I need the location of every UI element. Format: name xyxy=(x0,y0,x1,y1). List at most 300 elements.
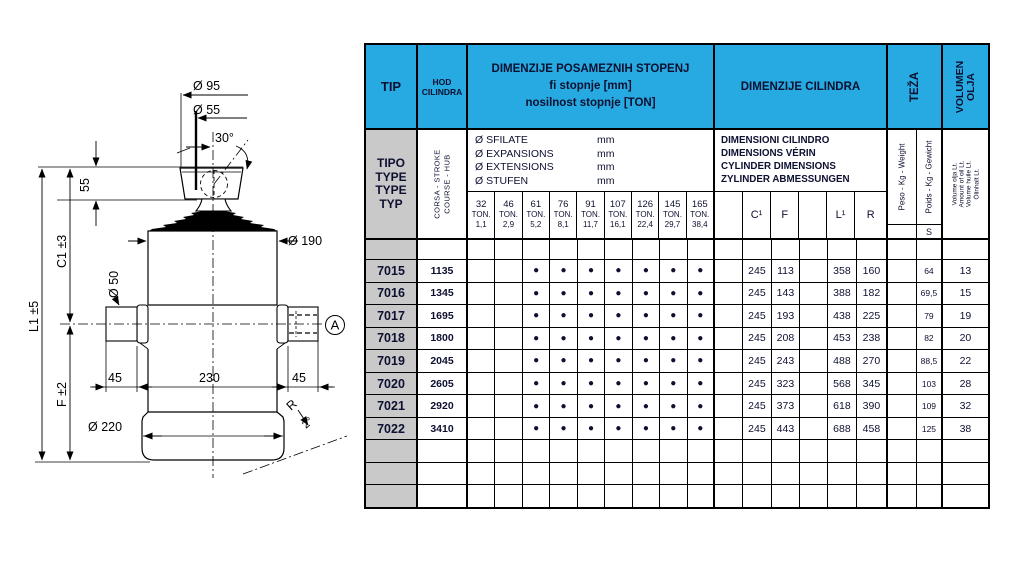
stage-diameter: 91 xyxy=(585,199,596,210)
stage-capacity: 22,4 xyxy=(637,220,653,229)
stage-ton-label: TON. xyxy=(580,210,600,219)
cell-stroke: 1695 xyxy=(418,305,468,327)
weight-col-2 xyxy=(917,130,943,238)
cell-cylinder-dim xyxy=(800,395,828,417)
cell-stage-dot xyxy=(578,463,605,485)
cell-stage-dot xyxy=(633,440,660,462)
peso-label: Peso - Kg - Weight xyxy=(897,143,907,211)
cell-stroke xyxy=(418,440,468,462)
cell-cylinder-dim xyxy=(800,283,828,305)
cell-weight xyxy=(888,418,917,440)
cell-cylinder-dim xyxy=(828,463,857,485)
cell-volume: 20 xyxy=(959,332,972,345)
cell-stage-dot xyxy=(660,440,687,462)
cell-cylinder-dim xyxy=(800,240,828,259)
spec-table xyxy=(364,43,990,509)
volume-title-line2: OLJA xyxy=(964,72,977,101)
cell-stage-dot xyxy=(468,418,495,440)
cell-stage-dot xyxy=(523,485,550,507)
cylinder-legend-line: DIMENSIONS VÉRIN xyxy=(721,148,816,159)
type-label-line: TYPE xyxy=(375,169,407,184)
volume-legend xyxy=(943,130,988,238)
cell-cylinder-dim: 568 xyxy=(828,373,857,395)
stage-legend-line xyxy=(475,148,713,162)
cell-stage-dot: ● xyxy=(523,260,550,282)
table-row xyxy=(366,260,988,283)
cell-stage-dot: ● xyxy=(633,260,660,282)
cell-stage-dot xyxy=(468,350,495,372)
stage-legend-unit: mm xyxy=(597,147,615,160)
stage-col-header xyxy=(687,192,713,238)
cell-weight-s: 79 xyxy=(917,305,943,327)
cell-cylinder-dim xyxy=(828,440,857,462)
stage-col-header xyxy=(577,192,604,238)
cell-weight xyxy=(888,395,917,417)
cell-stage-dot: ● xyxy=(605,305,632,327)
stage-subheader xyxy=(468,130,715,238)
cell-stroke xyxy=(418,485,468,507)
table-row xyxy=(366,350,988,373)
cell-stage-dot xyxy=(468,283,495,305)
cell-cylinder-dim xyxy=(715,283,743,305)
cell-stroke: 2045 xyxy=(418,350,468,372)
cell-cylinder-dim: 225 xyxy=(857,305,888,327)
cell-weight-s xyxy=(917,485,943,507)
cell-cylinder-dim xyxy=(800,463,828,485)
cell-stage-dot: ● xyxy=(605,395,632,417)
dim-dia95: Ø 95 xyxy=(193,79,221,93)
cell-stage-dot: ● xyxy=(605,328,632,350)
cell-stage-dot: ● xyxy=(605,418,632,440)
cell-cylinder-dim: 358 xyxy=(828,260,857,282)
stage-legend-unit: mm xyxy=(597,134,615,146)
table-row xyxy=(366,240,988,260)
cell-stage-dot xyxy=(688,440,715,462)
cell-cylinder-dim xyxy=(743,240,772,259)
col-header-hod xyxy=(418,45,468,128)
cell-volume xyxy=(943,463,988,485)
cell-cylinder-dim: 243 xyxy=(772,350,800,372)
cell-stage-dot xyxy=(468,240,495,259)
col-header-volume xyxy=(943,45,988,128)
cell-stage-dot xyxy=(495,463,522,485)
table-body xyxy=(366,240,988,507)
cell-stage-dot: ● xyxy=(605,260,632,282)
stages-title-line1: DIMENZIJE POSAMEZNIH STOPENJ xyxy=(491,63,690,75)
cell-cylinder-dim: 113 xyxy=(772,260,800,282)
cell-stage-dot: ● xyxy=(660,350,687,372)
cell-cylinder-dim xyxy=(715,328,743,350)
cell-weight xyxy=(888,350,917,372)
cell-cylinder-dim xyxy=(743,463,772,485)
stage-legend-label: Ø STUFEN xyxy=(475,174,529,187)
volume-legend-line: Volume olja Lt. xyxy=(951,162,959,206)
cell-stage-dot xyxy=(688,240,715,259)
cell-weight-s xyxy=(917,240,943,259)
cell-stage-dot xyxy=(495,240,522,259)
cell-weight xyxy=(888,373,917,395)
cell-stage-dot: ● xyxy=(660,395,687,417)
stage-col-header xyxy=(468,192,495,238)
stage-legend xyxy=(468,130,713,192)
poids-label: Poids - Kg - Gewicht xyxy=(924,140,934,214)
cell-stage-dot xyxy=(688,463,715,485)
cell-stage-dot xyxy=(550,240,577,259)
cell-stage-dot xyxy=(495,440,522,462)
cell-weight xyxy=(888,440,917,462)
cylinder-col-header xyxy=(799,192,827,238)
stage-ton-label: TON. xyxy=(690,210,710,219)
stage-ton-label: TON. xyxy=(608,210,628,219)
cell-weight-s: 82 xyxy=(917,328,943,350)
cell-cylinder-dim xyxy=(715,440,743,462)
cylinder-subheader xyxy=(715,130,888,238)
cylinder-col-header xyxy=(715,192,743,238)
cell-stage-dot xyxy=(468,260,495,282)
cell-cylinder-dim: 443 xyxy=(772,418,800,440)
stroke-line2: COURSE - HUB xyxy=(442,154,451,214)
cell-stage-dot: ● xyxy=(688,260,715,282)
cell-tip xyxy=(366,240,418,259)
cell-cylinder-dim xyxy=(857,240,888,259)
cell-cylinder-dim xyxy=(800,373,828,395)
dim-45-right: 45 xyxy=(292,371,306,385)
cell-volume: 38 xyxy=(959,422,972,435)
table-row xyxy=(366,418,988,441)
cell-cylinder-dim xyxy=(828,485,857,507)
cell-stage-dot xyxy=(468,463,495,485)
cell-stage-dot: ● xyxy=(523,283,550,305)
cell-cylinder-dim: 182 xyxy=(857,283,888,305)
type-legend xyxy=(366,130,418,238)
cell-stage-dot xyxy=(468,485,495,507)
cell-cylinder-dim: 270 xyxy=(857,350,888,372)
cell-stage-dot: ● xyxy=(578,395,605,417)
cylinder-body-outline xyxy=(106,168,318,460)
cell-stage-dot: ● xyxy=(550,418,577,440)
stage-diameter: 145 xyxy=(664,199,681,210)
cell-stage-dot: ● xyxy=(660,283,687,305)
cell-weight-s xyxy=(917,440,943,462)
stage-ton-label: TON. xyxy=(499,210,518,219)
cell-cylinder-dim xyxy=(772,463,800,485)
cell-cylinder-dim: 245 xyxy=(743,418,772,440)
volume-legend-text xyxy=(951,161,980,208)
weight-s-label: S xyxy=(925,226,932,237)
cell-stage-dot: ● xyxy=(688,328,715,350)
stage-legend-label: Ø EXPANSIONS xyxy=(475,147,554,160)
cell-stage-dot xyxy=(495,350,522,372)
cell-weight xyxy=(888,240,917,259)
cell-stage-dot: ● xyxy=(688,373,715,395)
cell-cylinder-dim xyxy=(800,418,828,440)
cell-stage-dot xyxy=(605,463,632,485)
cell-stage-dot: ● xyxy=(633,283,660,305)
cell-stage-dot xyxy=(660,485,687,507)
cell-volume: 19 xyxy=(959,309,972,322)
cell-tip: 7022 xyxy=(366,418,418,440)
cell-stage-dot xyxy=(660,463,687,485)
cell-stage-dot xyxy=(468,395,495,417)
dim-l1: L1 ±5 xyxy=(27,300,41,332)
cell-cylinder-dim: 245 xyxy=(743,373,772,395)
volume-legend-line: Volume huile Lt. xyxy=(965,160,973,208)
cell-cylinder-dim: 453 xyxy=(828,328,857,350)
cell-tip xyxy=(366,485,418,507)
cell-stage-dot: ● xyxy=(578,305,605,327)
stage-capacity: 1,1 xyxy=(475,220,487,229)
cell-weight xyxy=(888,283,917,305)
detail-marker-a: A xyxy=(330,317,340,333)
cell-cylinder-dim xyxy=(800,328,828,350)
cell-stage-dot xyxy=(495,328,522,350)
cell-tip: 7020 xyxy=(366,373,418,395)
cell-cylinder-dim xyxy=(715,260,743,282)
cell-cylinder-dim: 245 xyxy=(743,305,772,327)
table-row xyxy=(366,305,988,328)
cell-stage-dot: ● xyxy=(633,373,660,395)
cell-stage-dot: ● xyxy=(523,305,550,327)
cell-weight xyxy=(888,463,917,485)
stage-diameter: 76 xyxy=(557,199,569,210)
stages-title-line3: nosilnost stopnje [TON] xyxy=(525,97,656,109)
cell-weight-s: 103 xyxy=(917,373,943,395)
cell-stage-dot xyxy=(633,463,660,485)
cell-stage-dot: ● xyxy=(633,328,660,350)
stage-diameter: 107 xyxy=(609,199,626,210)
cell-tip: 7016 xyxy=(366,283,418,305)
cell-cylinder-dim xyxy=(800,485,828,507)
cell-cylinder-dim xyxy=(857,485,888,507)
cell-weight-s: 109 xyxy=(917,395,943,417)
cell-cylinder-dim xyxy=(857,440,888,462)
cell-cylinder-dim xyxy=(715,418,743,440)
cell-stage-dot: ● xyxy=(578,350,605,372)
cell-stage-dot: ● xyxy=(550,328,577,350)
cell-stage-dot xyxy=(495,283,522,305)
cylinder-col-header: C¹ xyxy=(743,192,772,238)
volume-legend-line: Ölinhalt Lt. xyxy=(972,168,980,200)
cell-cylinder-dim: 245 xyxy=(743,260,772,282)
cell-stage-dot: ● xyxy=(550,283,577,305)
cell-stage-dot xyxy=(688,485,715,507)
cell-stage-dot xyxy=(578,240,605,259)
volume-title-line1: VOLUMEN xyxy=(953,60,966,113)
stage-col-header xyxy=(523,192,550,238)
stage-capacity: 38,4 xyxy=(692,220,708,229)
cell-cylinder-dim xyxy=(715,395,743,417)
cell-cylinder-dim xyxy=(772,485,800,507)
cell-cylinder-dim: 373 xyxy=(772,395,800,417)
weight-col-2-label xyxy=(917,130,941,225)
type-label-line: TYP xyxy=(379,196,403,211)
cell-stage-dot: ● xyxy=(633,395,660,417)
cell-cylinder-dim xyxy=(800,305,828,327)
cell-weight-s: 69,5 xyxy=(917,283,943,305)
table-row xyxy=(366,485,988,507)
cylinder-col-header: F xyxy=(771,192,799,238)
cell-cylinder-dim: 388 xyxy=(828,283,857,305)
cell-stage-dot xyxy=(605,440,632,462)
stage-col-header xyxy=(632,192,659,238)
cell-cylinder-dim: 390 xyxy=(857,395,888,417)
cell-stage-dot: ● xyxy=(688,305,715,327)
cell-stage-dot xyxy=(495,373,522,395)
dim-taper: 2° xyxy=(299,415,316,432)
cylinder-col-header: L¹ xyxy=(827,192,856,238)
cell-stage-dot xyxy=(495,418,522,440)
cell-stage-dot: ● xyxy=(660,260,687,282)
cell-cylinder-dim: 143 xyxy=(772,283,800,305)
dim-f: F ±2 xyxy=(55,382,69,407)
cell-cylinder-dim: 160 xyxy=(857,260,888,282)
volume-title xyxy=(955,60,977,113)
cell-cylinder-dim: 618 xyxy=(828,395,857,417)
cell-stage-dot xyxy=(633,240,660,259)
cell-cylinder-dim xyxy=(800,440,828,462)
stage-col-header xyxy=(605,192,632,238)
volume-legend-line: Amount of oil Lt. xyxy=(958,160,966,208)
cylinder-legend xyxy=(715,130,886,192)
cell-stage-dot: ● xyxy=(550,260,577,282)
stage-legend-label: Ø EXTENSIONS xyxy=(475,161,554,173)
cell-weight xyxy=(888,305,917,327)
cell-stage-dot: ● xyxy=(660,305,687,327)
cylinder-columns xyxy=(715,192,886,238)
dim-dia190: Ø 190 xyxy=(288,234,323,248)
stage-col-header xyxy=(550,192,577,238)
cell-volume: 13 xyxy=(959,264,972,277)
table-row xyxy=(366,395,988,418)
cell-stage-dot: ● xyxy=(550,305,577,327)
cylinder-legend-line: ZYLINDER ABMESSUNGEN xyxy=(721,174,850,185)
cell-stage-dot: ● xyxy=(578,328,605,350)
cell-volume: 32 xyxy=(959,400,972,413)
cell-cylinder-dim xyxy=(800,350,828,372)
stage-legend-line xyxy=(475,175,713,189)
stage-diameter: 61 xyxy=(530,199,542,210)
cell-stroke: 1800 xyxy=(418,328,468,350)
cell-weight xyxy=(888,260,917,282)
cell-tip: 7015 xyxy=(366,260,418,282)
cell-cylinder-dim xyxy=(715,463,743,485)
cell-stage-dot xyxy=(468,305,495,327)
cell-cylinder-dim: 193 xyxy=(772,305,800,327)
table-row xyxy=(366,373,988,396)
cell-cylinder-dim: 345 xyxy=(857,373,888,395)
cell-stage-dot: ● xyxy=(633,305,660,327)
weight-title: TEŽA xyxy=(908,71,921,102)
cell-tip: 7019 xyxy=(366,350,418,372)
cell-stage-dot: ● xyxy=(578,418,605,440)
cell-cylinder-dim xyxy=(743,440,772,462)
dim-230: 230 xyxy=(199,371,220,385)
cell-stage-dot: ● xyxy=(605,350,632,372)
stage-legend-unit: mm xyxy=(597,161,615,173)
cell-stage-dot: ● xyxy=(523,350,550,372)
cell-cylinder-dim: 458 xyxy=(857,418,888,440)
stage-legend-line xyxy=(475,134,713,148)
weight-col-1 xyxy=(888,130,917,238)
cell-stage-dot: ● xyxy=(578,260,605,282)
dim-c1: C1 ±3 xyxy=(55,234,69,268)
table-row xyxy=(366,283,988,306)
cylinder-legend-line: DIMENSIONI CILINDRO xyxy=(721,135,830,146)
cell-stage-dot xyxy=(523,463,550,485)
type-label-line: TYPE xyxy=(375,183,407,197)
cell-stage-dot: ● xyxy=(688,395,715,417)
cell-cylinder-dim: 438 xyxy=(828,305,857,327)
cell-stage-dot xyxy=(605,485,632,507)
cylinder-legend-line: CYLINDER DIMENSIONS xyxy=(721,161,836,172)
cell-weight-s xyxy=(917,463,943,485)
stroke-legend xyxy=(418,130,468,238)
cell-cylinder-dim: 323 xyxy=(772,373,800,395)
cell-stage-dot xyxy=(495,485,522,507)
cell-volume: 15 xyxy=(959,287,972,300)
cell-stage-dot: ● xyxy=(550,350,577,372)
cell-weight xyxy=(888,485,917,507)
cell-cylinder-dim xyxy=(715,373,743,395)
col-header-tip: TIP xyxy=(366,45,418,128)
cell-stage-dot: ● xyxy=(688,350,715,372)
cell-stage-dot xyxy=(495,395,522,417)
cell-weight-s: 125 xyxy=(917,418,943,440)
dim-dia55: Ø 55 xyxy=(193,103,221,117)
cell-weight-s: 64 xyxy=(917,260,943,282)
cell-stage-dot xyxy=(495,305,522,327)
cell-stage-dot: ● xyxy=(660,418,687,440)
stage-ton-label: TON. xyxy=(635,210,655,219)
cell-tip xyxy=(366,440,418,462)
stages-title-line2: fi stopnje [mm] xyxy=(549,80,632,92)
stage-col-header xyxy=(495,192,522,238)
hod-line2: CILINDRA xyxy=(421,86,463,97)
cell-cylinder-dim xyxy=(715,305,743,327)
cell-stage-dot xyxy=(495,260,522,282)
cell-stroke: 3410 xyxy=(418,418,468,440)
stage-capacity: 11,7 xyxy=(582,220,598,229)
cell-stage-dot: ● xyxy=(605,373,632,395)
weight-col-1-sub xyxy=(888,225,916,238)
cell-tip: 7017 xyxy=(366,305,418,327)
cell-stage-dot: ● xyxy=(523,328,550,350)
cell-cylinder-dim xyxy=(857,463,888,485)
cell-stage-dot xyxy=(550,463,577,485)
cell-stroke: 1135 xyxy=(418,260,468,282)
table-header-band xyxy=(366,45,988,130)
cell-cylinder-dim xyxy=(715,485,743,507)
cell-stage-dot: ● xyxy=(550,395,577,417)
cell-cylinder-dim: 688 xyxy=(828,418,857,440)
table-row xyxy=(366,463,988,486)
stage-legend-unit: mm xyxy=(597,174,615,187)
cell-stage-dot: ● xyxy=(633,350,660,372)
dim-dia220: Ø 220 xyxy=(88,420,123,434)
cell-stage-dot xyxy=(605,240,632,259)
cell-cylinder-dim: 245 xyxy=(743,395,772,417)
stage-col-header xyxy=(659,192,686,238)
stage-capacity: 29,7 xyxy=(664,220,681,229)
cell-volume xyxy=(943,440,988,462)
cell-tip: 7021 xyxy=(366,395,418,417)
stage-diameter: 46 xyxy=(503,199,514,210)
stage-capacity: 5,2 xyxy=(530,220,542,229)
stage-columns xyxy=(468,192,713,238)
cell-cylinder-dim xyxy=(772,440,800,462)
cell-stage-dot xyxy=(523,240,550,259)
cell-cylinder-dim xyxy=(715,240,743,259)
